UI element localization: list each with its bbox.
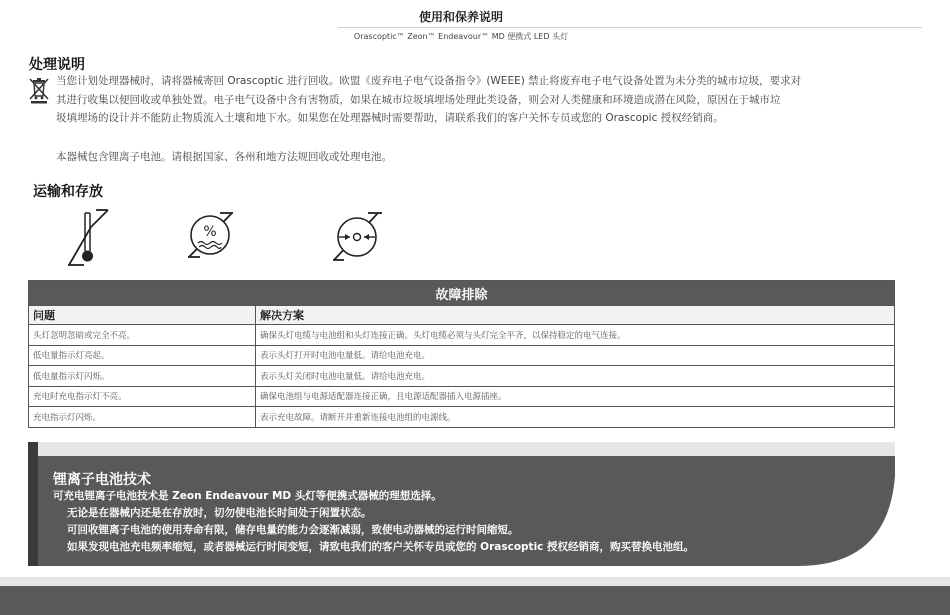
header-divider — [338, 27, 922, 28]
troubleshooting-table — [28, 280, 895, 428]
problem-cell: 头灯忽明忽暗或完全不亮。 — [29, 325, 256, 346]
lithium-ion-panel — [28, 442, 895, 566]
table-row — [29, 345, 895, 366]
problem-cell: 低电量指示灯闪烁。 — [29, 366, 256, 387]
atmospheric-pressure-limit-icon — [330, 205, 390, 267]
disposal-line-1: 当您计划处理器械时，请将器械寄回 Orascoptic 进行回收。欧盟《废弃电子电气设备指令》(WEEE) 禁止将废弃电子电气设备处置为未分类的城市垃圾，要求对 — [56, 75, 802, 87]
table-row — [29, 386, 895, 407]
weee-crossed-bin-icon — [28, 76, 50, 104]
temperature-limit-icon — [66, 205, 126, 267]
troubleshooting-title: 故障排除 — [29, 281, 895, 306]
page-subtitle: Orascoptic™ Zeon™ Endeavour™ MD 便携式 LED 头灯 — [353, 32, 569, 41]
footer-light-band — [0, 577, 950, 586]
lithium-heading: 锂离子电池技术 — [53, 472, 151, 488]
battery-disposal-note: 本器械包含锂离子电池。请根据国家、各州和地方法规回收或处理电池。 — [56, 151, 392, 163]
disposal-line-3: 圾填埋场的设计并不能防止物质流入土壤和地下水。如果您在处理器械时需要帮助，请联系我们的客户关怀专员或您的 Orascopic 授权经销商。 — [56, 112, 724, 124]
page-title: 使用和保养说明 — [418, 10, 503, 24]
lithium-line-1: 可充电锂离子电池技术是 Zeon Endeavour MD 头灯等便携式器械的理想选择。 — [53, 490, 442, 502]
problem-cell: 充电指示灯闪烁。 — [29, 407, 256, 428]
lithium-text — [53, 488, 694, 556]
transport-heading: 运输和存放 — [33, 184, 103, 200]
disposal-line-2: 其进行收集以便回收或单独处置。电子电气设备中含有害物质，如果在城市垃圾填埋场处理此类设备，则会对人类健康和环境造成潜在风险，原因在于城市垃 — [56, 93, 781, 106]
solution-cell: 确保头灯电缆与电池组和头灯连接正确。头灯电缆必须与头灯完全平齐，以保持稳定的电气连接。 — [256, 325, 895, 346]
footer-dark-band — [0, 586, 950, 615]
solution-cell: 确保电池组与电源适配器连接正确，且电源适配器插入电源插座。 — [256, 386, 895, 407]
problem-cell: 充电时充电指示灯不亮。 — [29, 386, 256, 407]
table-row — [29, 407, 895, 428]
table-row — [29, 366, 895, 387]
disposal-heading: 处理说明 — [29, 57, 85, 73]
lithium-line-2: 无论是在器械内还是在存放时，切勿使电池长时间处于闲置状态。 — [67, 507, 372, 519]
column-header-problem: 问题 — [29, 306, 256, 325]
svg-text:%: % — [203, 224, 217, 240]
solution-cell: 表示头灯打开时电池电量低。请给电池充电。 — [256, 345, 895, 366]
lithium-line-4: 如果发现电池充电频率缩短，或者器械运行时间变短，请致电我们的客户关怀专员或您的 Orascoptic 授权经销商，购买替换电池组。 — [67, 541, 695, 553]
disposal-paragraph — [56, 72, 896, 128]
lithium-line-3: 可回收锂离子电池的使用寿命有限，储存电量的能力会逐渐减弱，致使电动器械的运行时间缩短。 — [67, 524, 519, 536]
problem-cell: 低电量指示灯亮起。 — [29, 345, 256, 366]
solution-cell: 表示头灯关闭时电池电量低。请给电池充电。 — [256, 366, 895, 387]
humidity-limit-icon — [186, 205, 246, 267]
column-header-solution: 解决方案 — [256, 306, 895, 325]
table-row — [29, 325, 895, 346]
solution-cell: 表示充电故障。请断开并重新连接电池组的电源线。 — [256, 407, 895, 428]
